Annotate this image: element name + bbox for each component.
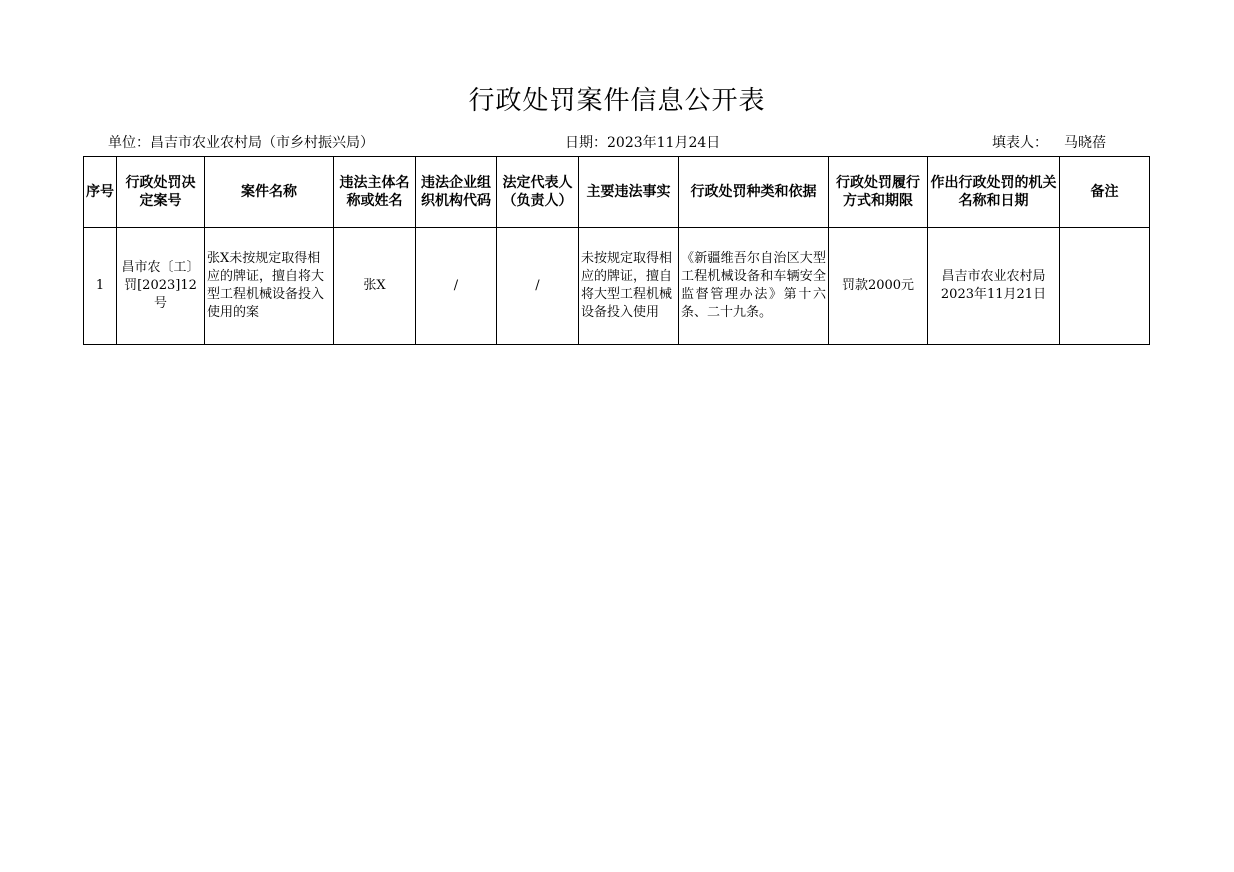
header-legal-rep: 法定代表人（负责人） [497,157,579,228]
unit-label: 单位：昌吉市农业农村局（市乡村振兴局） [108,135,374,151]
cell-legal-rep: / [497,228,579,345]
table-row [84,228,1150,345]
cell-facts: 未按规定取得相应的牌证，擅自将大型工程机械设备投入使用 [579,228,679,345]
filler-name: 马晓蓓 [1064,135,1106,151]
header-no: 序号 [84,157,117,228]
header-basis: 行政处罚种类和依据 [679,157,829,228]
cell-case-name: 张X未按规定取得相应的牌证，擅自将大型工程机械设备投入使用的案 [205,228,334,345]
header-case-name: 案件名称 [205,157,334,228]
header-performance: 行政处罚履行方式和期限 [829,157,928,228]
table-header-row [84,157,1150,228]
filler-info [992,132,1106,152]
cell-org-code: / [416,228,497,345]
cell-performance: 罚款2000元 [829,228,928,345]
header-remarks: 备注 [1060,157,1150,228]
penalty-table [83,156,1150,345]
date-label: 日期：2023年11月24日 [565,135,721,151]
cell-no: 1 [84,228,117,345]
header-org-code: 违法企业组织机构代码 [416,157,497,228]
header-case-number: 行政处罚决定案号 [117,157,205,228]
header-authority: 作出行政处罚的机关名称和日期 [928,157,1060,228]
header-facts: 主要违法事实 [579,157,679,228]
cell-authority: 昌吉市农业农村局2023年11月21日 [928,228,1060,345]
cell-subject: 张X [334,228,416,345]
cell-case-number: 昌市农〔工〕罚[2023]12号 [117,228,205,345]
page-title: 行政处罚案件信息公开表 [468,86,766,116]
filler-label: 填表人： [992,135,1048,151]
header-subject: 违法主体名称或姓名 [334,157,416,228]
cell-remarks [1060,228,1150,345]
cell-basis: 《新疆维吾尔自治区大型工程机械设备和车辆安全监督管理办法》第十六条、二十九条。 [679,228,829,345]
